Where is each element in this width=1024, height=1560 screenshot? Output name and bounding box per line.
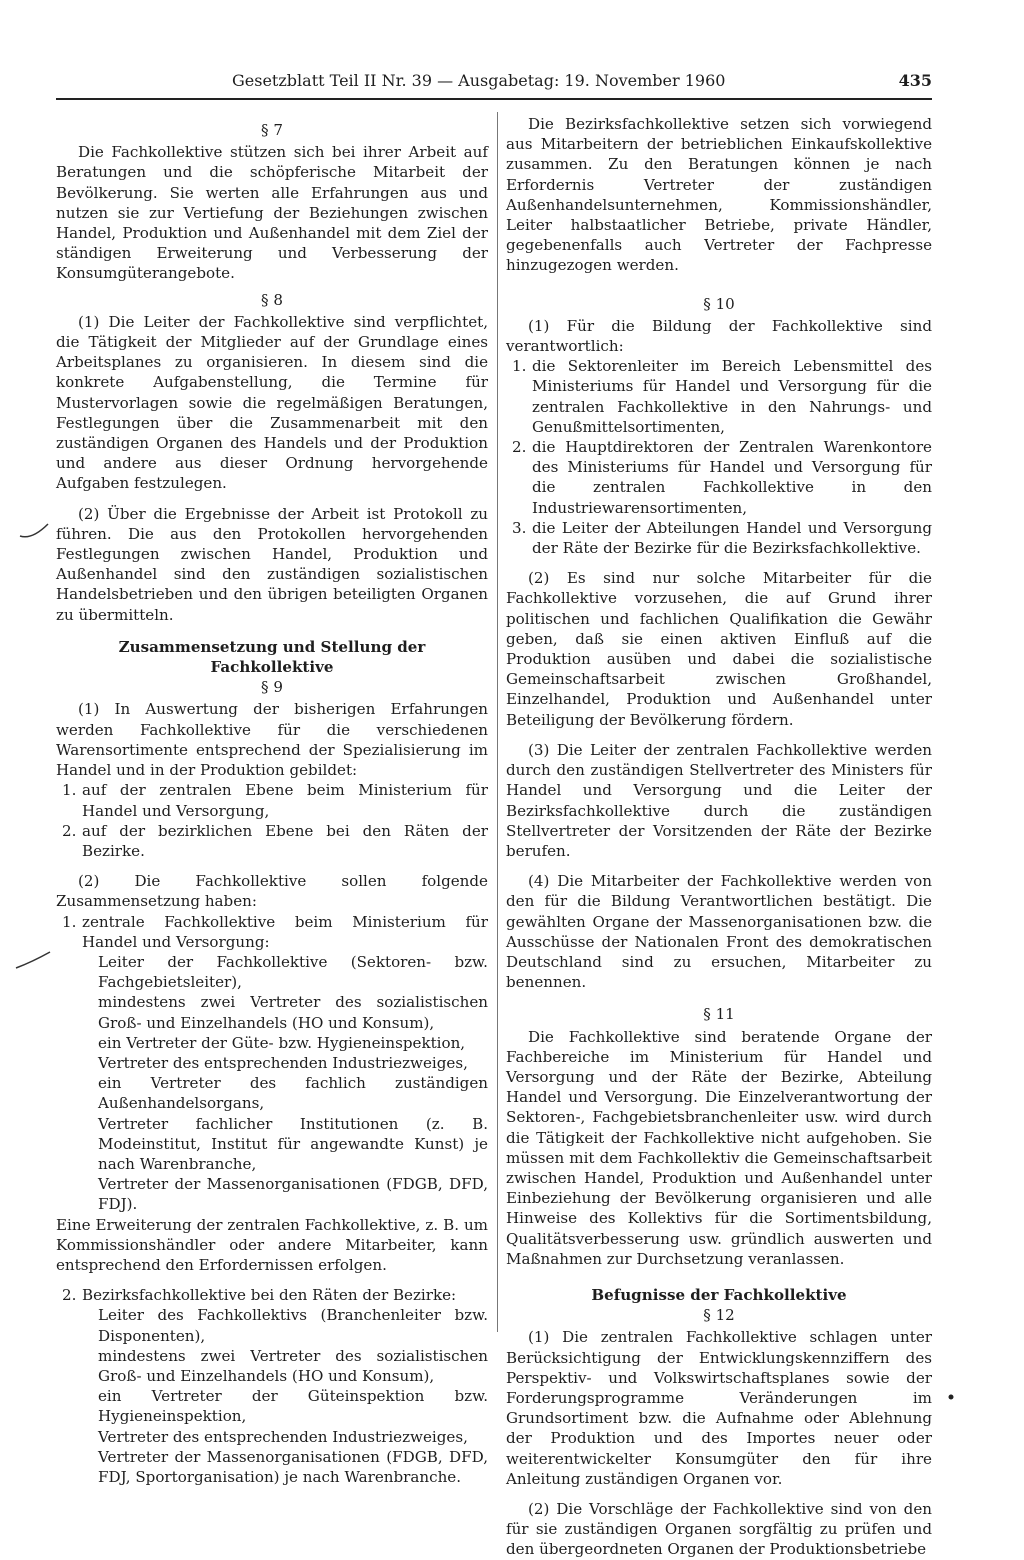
page-number: 435 <box>898 71 932 90</box>
list-item-text: auf der bezirklichen Ebene bei den Räten der Bezirke. <box>82 821 488 860</box>
section-10-paragraph-4: (4) Die Mitarbeiter der Fachkollektive werden von den für die Bildung Verantwortlichen bestätigt. Die gewählten Organe der Massenorganisationen bzw. die Ausschüsse der Nationalen Front des demokratischen Deutschland sind zu ersuchen, Mitarbeiter zu benennen. <box>506 872 932 992</box>
list-item-text: die Hauptdirektoren der Zentralen Warenkontore des Ministeriums für Handel und Versorgung für die zentralen Fachkollektive in den Industriewarensortimenten, <box>532 438 932 517</box>
member-line: mindestens zwei Vertreter des sozialistischen Groß- und Einzelhandels (HO und Konsum), <box>98 1346 488 1385</box>
list-item-number: 1. <box>62 912 77 931</box>
header-title: Gesetzblatt Teil II Nr. 39 — Ausgabetag: 19. November 1960 <box>232 71 726 90</box>
list-item <box>506 437 932 518</box>
section-12-heading: § 12 <box>703 1306 735 1325</box>
list-item-text: zentrale Fachkollektive beim Ministerium für Handel und Versorgung: <box>82 912 488 951</box>
section-11-heading: § 11 <box>703 1005 735 1024</box>
section-9-extension: Eine Erweiterung der zentralen Fachkollektive, z. B. um Kommissionshändler oder andere Mitarbeiter, kann entsprechend den Erfordernissen erfolgen. <box>56 1215 488 1274</box>
list-item <box>56 912 488 952</box>
list-item-text: Bezirksfachkollektive bei den Räten der Bezirke: <box>82 1286 457 1305</box>
list-item-number: 2. <box>62 821 77 840</box>
section-9-continuation: Die Bezirksfachkollektive setzen sich vorwiegend aus Mitarbeitern der betrieblichen Einkaufskollektive zusammen. Zu den Beratungen können je nach Erfordernis Vertreter der zuständigen Außenhandelsunternehmen, Kommissionshändler, Leiter halbstaatlicher Betriebe, private Händler, gegebenenfalls auch Vertreter der Fachpresse hinzugezogen werden. <box>506 115 932 275</box>
section-11-text: Die Fachkollektive sind beratende Organe der Fachbereiche im Ministerium für Handel und Versorgung und der Räte der Bezirke, Abteilung Handel und Versorgung. Die Einzelverantwortung der Sektoren-, Fachgebietsbranchenleiter usw. wird durch die Tätigkeit der Fachkollektive nicht aufgehoben. Sie müssen mit dem Fachkollektiv die Gemeinschaftsarbeit zwischen Handel, Produktion und Außenhandel unter Einbeziehung der Bevölkerung organisieren und alle Hinweise des Kollektivs für die Sortimentsbildung, Qualitätsverbesserung usw. gründlich auswerten und Maßnahmen zur Durchsetzung veranlassen. <box>506 1027 932 1268</box>
list-item <box>56 821 488 861</box>
section-10-heading: § 10 <box>703 294 735 313</box>
list-item-text: die Leiter der Abteilungen Handel und Versorgung der Räte der Bezirke für die Bezirksfachkollektive. <box>532 518 932 558</box>
member-line: ein Vertreter des fachlich zuständigen Außenhandelsorgans, <box>98 1074 488 1113</box>
section-9-paragraph-1: (1) In Auswertung der bisherigen Erfahrungen werden Fachkollektive für die verschiedenen Warensortimente entsprechend der Spezialisierung im Handel und in der Produktion gebildet: <box>56 700 488 780</box>
section-7-text: Die Fachkollektive stützen sich bei ihrer Arbeit auf Beratungen und die schöpferische Mitarbeit der Bevölkerung. Sie werten alle Erfahrungen aus und nutzen sie zur Vertiefung der Beziehungen zwischen Handel, Produktion und Außenhandel mit dem Ziel der ständigen Erweiterung und Verbesserung der Konsumgüterangebote. <box>56 143 488 283</box>
section-9-paragraph-2: (2) Die Fachkollektive sollen folgende Zusammensetzung haben: <box>56 872 488 911</box>
ink-dot <box>946 1392 956 1402</box>
list-item-number: 3. <box>512 518 527 537</box>
list-item-text: die Sektorenleiter im Bereich Lebensmittel des Ministeriums für Handel und Versorgung für die zentralen Fachkollektive in den Nahrungs- und Genußmittelsortimenten, <box>532 357 932 436</box>
section-10-paragraph-1: (1) Für die Bildung der Fachkollektive sind verantwortlich: <box>506 316 932 356</box>
section-8-paragraph-1: (1) Die Leiter der Fachkollektive sind verpflichtet, die Tätigkeit der Mitglieder auf der Grundlage eines Arbeitsplanes zu organisieren. In diesem sind die konkrete Aufgabenstellung, die Termine für Mustervorlagen sowie die regelmäßigen Beratungen, Festlegungen über die Zusammenarbeit mit den zuständigen Organen des Handels und der Produktion und andere aus dieser Ordnung hervorgehende Aufgaben festzulegen. <box>56 312 488 493</box>
right-column <box>506 114 932 1560</box>
left-column <box>56 114 488 1487</box>
member-line: ein Vertreter der Güte- bzw. Hygieneinspektion, <box>98 1033 466 1052</box>
list-item-text: auf der zentralen Ebene beim Ministerium für Handel und Versorgung, <box>82 781 488 820</box>
margin-tick-mark <box>14 948 54 974</box>
member-line: ein Vertreter der Güteinspektion bzw. Hygieneinspektion, <box>98 1387 488 1426</box>
list-item <box>56 1285 488 1305</box>
list-item-number: 1. <box>512 357 527 376</box>
section-title-composition: Zusammensetzung und Stellung der Fachkollektive <box>118 637 426 677</box>
list-item <box>56 780 488 820</box>
member-line: Vertreter der Massenorganisationen (FDGB, DFD, FDJ, Sportorganisation) je nach Warenbranche. <box>98 1447 488 1486</box>
member-line: Vertreter des entsprechenden Industriezweiges, <box>98 1053 468 1072</box>
section-10-paragraph-2: (2) Es sind nur solche Mitarbeiter für die Fachkollektive vorzusehen, die auf Grund ihrer politischen und fachlichen Qualifikation die Gewähr geben, daß sie einen aktiven Einfluß auf die Produktion ausüben und dabei die sozialistische Gemeinschaftsarbeit zwischen Großhandel, Einzelhandel, Produktion und Außenhandel unter Beteiligung der Bevölkerung fördern. <box>506 569 932 729</box>
list-item-number: 2. <box>62 1286 77 1305</box>
member-line: Vertreter des entsprechenden Industriezweiges, <box>98 1427 468 1446</box>
column-separator <box>497 112 498 1332</box>
list-item-number: 2. <box>512 438 527 457</box>
margin-tick-mark <box>18 520 52 542</box>
member-line: Leiter des Fachkollektivs (Branchenleiter bzw. Disponenten), <box>98 1306 488 1345</box>
section-10-paragraph-3: (3) Die Leiter der zentralen Fachkollektive werden durch den zuständigen Stellvertreter des Ministers für Handel und Versorgung und die Leiter der Bezirksfachkollektive durch die zuständigen Stellvertreter der Vorsitzenden der Räte der Bezirke berufen. <box>506 740 932 860</box>
section-7-heading: § 7 <box>261 121 283 139</box>
member-line: mindestens zwei Vertreter des sozialistischen Groß- und Einzelhandels (HO und Konsum), <box>98 993 488 1032</box>
page-header <box>56 70 932 100</box>
section-12-paragraph-2: (2) Die Vorschläge der Fachkollektive sind von den für sie zuständigen Organen sorgfältig zu prüfen und den übergeordneten Organen der Produktionsbetriebe <box>506 1500 932 1559</box>
section-12-paragraph-1: (1) Die zentralen Fachkollektive schlagen unter Berücksichtigung der Entwicklungskennziffern des Perspektiv- und Volkswirtschaftsplanes sowie der Forderungsprogramme Veränderungen im Grundsortiment bzw. die Aufnahme oder Ablehnung der Produktion und des Importes neuer oder weiterentwickelter Konsumgüter den für ihre Anleitung zuständigen Organen vor. <box>506 1328 932 1488</box>
section-8-paragraph-2: (2) Über die Ergebnisse der Arbeit ist Protokoll zu führen. Die aus den Protokollen hervorgehenden Festlegungen zwischen Handel, Produktion und Außenhandel sind den zuständigen sozialistischen Handelsbetrieben und den übrigen beteiligten Organen zu übermitteln. <box>56 504 488 624</box>
list-item <box>506 356 932 437</box>
list-item-number: 1. <box>62 781 77 800</box>
member-line: Vertreter der Massenorganisationen (FDGB, DFD, FDJ). <box>98 1175 488 1214</box>
section-8-heading: § 8 <box>261 290 283 309</box>
section-9-heading: § 9 <box>261 678 283 697</box>
member-line: Vertreter fachlicher Institutionen (z. B. Modeinstitut, Institut für angewandte Kunst) je nach Warenbranche, <box>98 1114 488 1173</box>
member-line: Leiter der Fachkollektive (Sektoren- bzw. Fachgebietsleiter), <box>98 952 488 992</box>
list-item <box>506 518 932 558</box>
section-title-powers: Befugnisse der Fachkollektive <box>591 1285 847 1304</box>
